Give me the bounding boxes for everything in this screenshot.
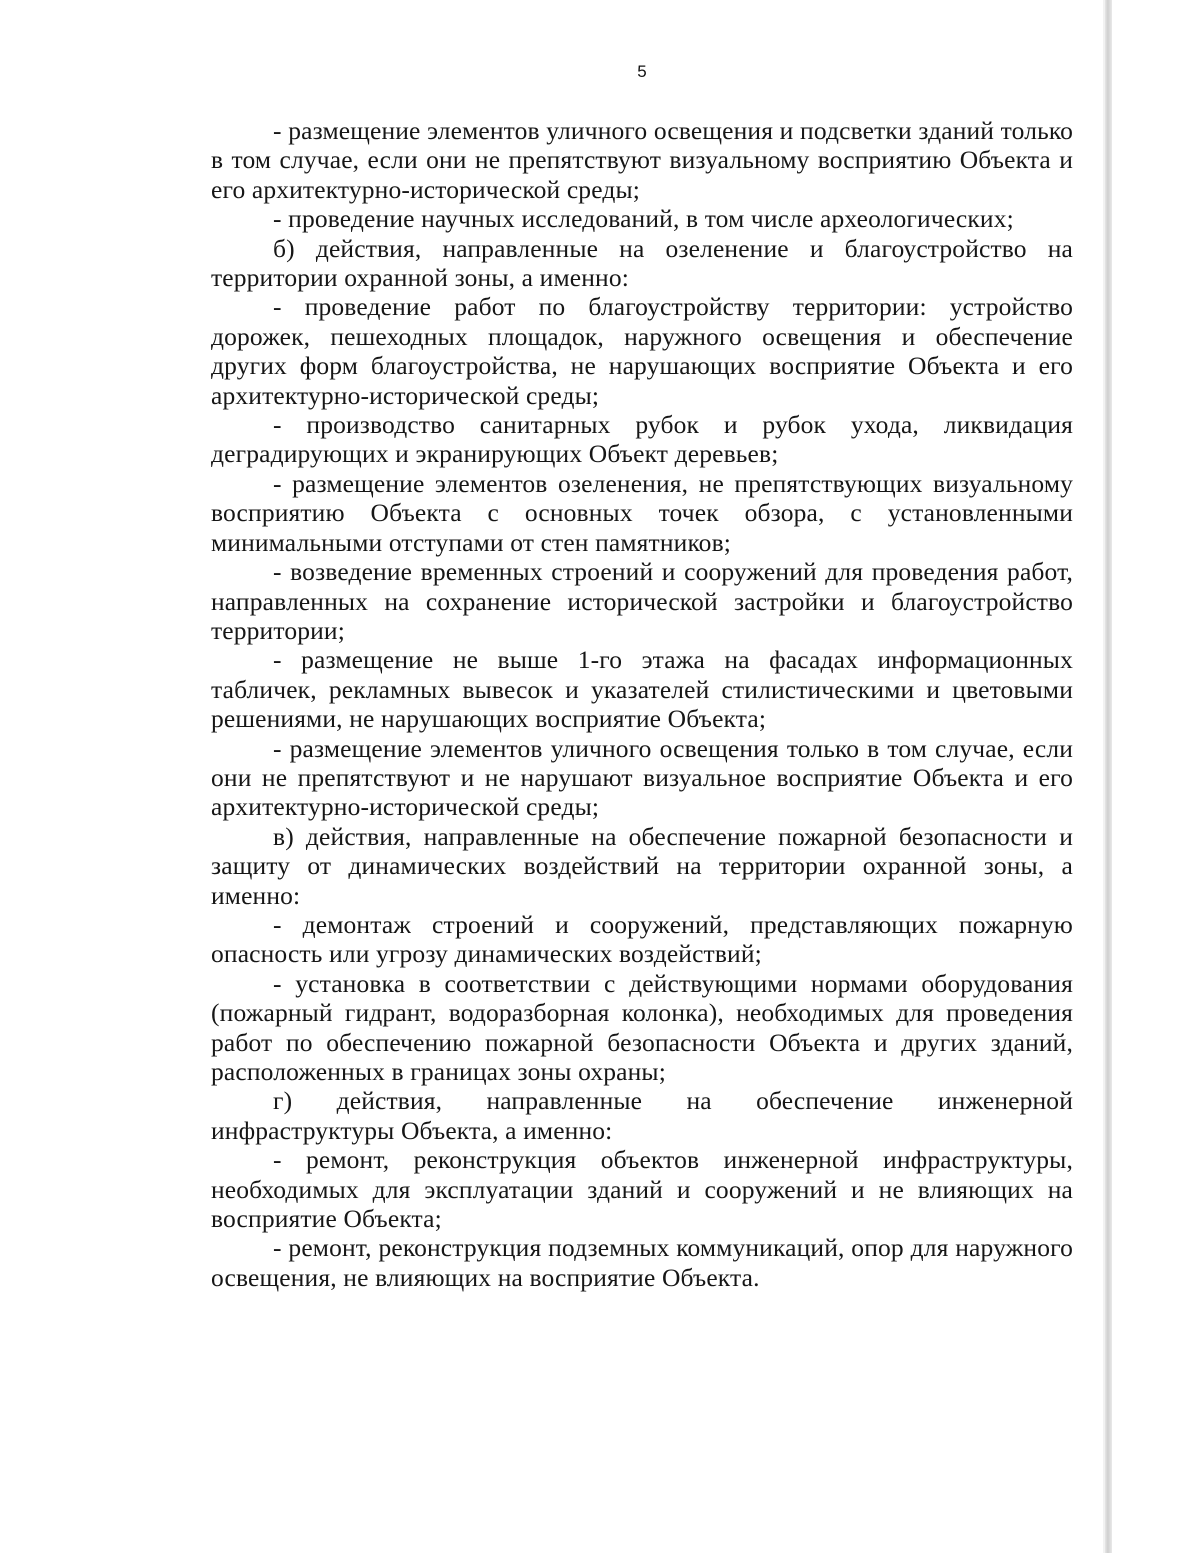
paragraph-sanitary-felling: - производство санитарных рубок и рубок ухода, ликвидация деградирующих и экранирующих Объект деревьев; <box>211 410 1073 469</box>
paragraph-landscaping-works: - проведение работ по благоустройству территории: устройство дорожек, пешеходных площадок, наружного освещения и обеспечение других форм благоустройства, не нарушающих восприятие Объекта и его архитектурно-исторической среды; <box>211 292 1073 410</box>
paragraph-street-lighting: - размещение элементов уличного освещения и подсветки зданий только в том случае, если они не препятствуют визуальному восприятию Объекта и его архитектурно-исторической среды; <box>211 116 1073 204</box>
paragraph-street-lighting-2: - размещение элементов уличного освещения только в том случае, если они не препятствуют и не нарушают визуальное восприятие Объекта и его архитектурно-исторической среды; <box>211 733 1073 822</box>
paragraph-temporary-structures: - возведение временных строений и сооружений для проведения работ, направленных на сохранение исторической застройки и благоустройство территории; <box>211 557 1073 645</box>
scan-edge-line <box>1103 0 1105 1553</box>
page-number: 5 <box>637 62 647 81</box>
paragraph-section-v: в) действия, направленные на обеспечение пожарной безопасности и защиту от динамических воздействий на территории охранной зоны, а именно: <box>211 821 1073 910</box>
paragraph-infrastructure-repair: - ремонт, реконструкция объектов инженерной инфраструктуры, необходимых для эксплуатации зданий и сооружений и не влияющих на восприятие Объекта; <box>211 1145 1073 1234</box>
paragraph-section-b: б) действия, направленные на озеленение и благоустройство на территории охранной зоны, а именно: <box>211 233 1073 293</box>
scan-edge-shadow <box>1105 0 1112 1553</box>
paragraph-research: - проведение научных исследований, в том числе археологических; <box>273 204 1014 234</box>
paragraph-section-g: г) действия, направленные на обеспечение инженерной инфраструктуры Объекта, а именно: <box>211 1086 1073 1145</box>
paragraph-fire-equipment: - установка в соответствии с действующими нормами оборудования (пожарный гидрант, водоразборная колонка), необходимых для проведения работ по обеспечению пожарной безопасности Объекта и других зданий, расположенных в границах зоны охраны; <box>211 968 1073 1086</box>
document-body <box>211 116 1073 1292</box>
paragraph-greenery: - размещение элементов озеленения, не препятствующих визуальному восприятию Объекта с основных точек обзора, с установленными минимальными отступами от стен памятников; <box>211 468 1073 557</box>
paragraph-underground-utilities: - ремонт, реконструкция подземных коммуникаций, опор для наружного освещения, не влияющих на восприятие Объекта. <box>211 1233 1073 1292</box>
paragraph-dismantling: - демонтаж строений и сооружений, представляющих пожарную опасность или угрозу динамических воздействий; <box>211 909 1073 969</box>
paragraph-signage: - размещение не выше 1-го этажа на фасадах информационных табличек, рекламных вывесок и указателей стилистическими и цветовыми решениями, не нарушающих восприятие Объекта; <box>211 645 1073 734</box>
